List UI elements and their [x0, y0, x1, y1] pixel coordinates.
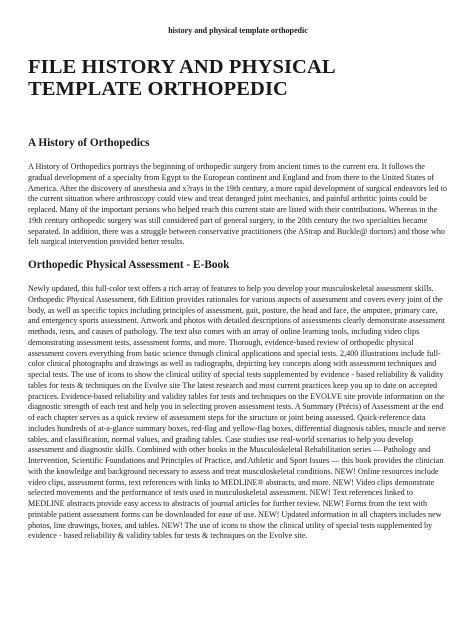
- section-body-history: A History of Orthopedics portrays the beginning of orthopedic surgery from ancient times to the current era. It follows the gradual development of a specialty from Egypt to the European continent and England and from there to the United States of America. After the discovery of anesthesia and x?rays in the 19th century, a more rapid development of surgical endeavors led to the current situation where arthroscopy could view and treat deranged joint mechanics, and painful arthritic joints could be replaced. Many of the important persons who helped reach this current state are listed with their contributions. Whereas in the 19th century orthopedic surgery was still considered part of general surgery, in the 20th century the two specialties became separated. In addition, there was a struggle between conservative practitioners (the AStrap and Buckle@ doctors) and those who felt surgical intervention provided better results.: [28, 162, 447, 247]
- section-heading-physical-assessment: Orthopedic Physical Assessment - E-Book: [28, 259, 230, 271]
- document-title: FILE HISTORY AND PHYSICAL TEMPLATE ORTHOPEDIC: [28, 56, 335, 100]
- section-heading-history: A History of Orthopedics: [28, 137, 150, 149]
- section-body-physical-assessment: Newly updated, this full-color text offers a rich array of features to help you develop your musculoskeletal assessment skills. Orthopedic Physical Assessment, 6th Edition provides rationales for various aspects of assessment and covers every joint of the body, as well as specific topics including principles of assessment, gait, posture, the head and face, the amputee, primary care, and emergency sports assessment. Artwork and photos with detailed descriptions of assessments clearly demonstrate assessment methods, tests, and causes of pathology. The text also comes with an array of online learning tools, including video clips demonstrating assessment tests, assessment forms, and more. Thorough, evidence-based review of orthopedic physical assessment covers everything from basic science through clinical applications and special tests. 2,400 illustrations include full-color clinical photographs and drawings as well as radiographs, depicting key concepts along with assessment techniques and special tests. The use of icons to show the clinical utility of special tests supplemented by evidence - based reliability & validity tables for tests & techniques on the Evolve site The latest research and most current practices keep you up to date on accepted practices. Evidence-based reliability and validity tables for tests and techniques on the EVOLVE site provide information on the diagnostic strength of each test and help you in selecting proven assessment tests. A Summary (Précis) of Assessment at the end of each chapter serves as a quick review of assessment steps for the structure or joint being assessed. Quick-reference data includes hundreds of at-a-glance summary boxes, red-flag and yellow-flag boxes, differential diagnosis tables, muscle and nerve tables, and classification, normal values, and grading tables. Case studies use real-world scenarios to help you develop assessment and diagnostic skills. Combined with other books in the Musculoskeletal Rehabilitation series — Pathology and Intervention, Scientific Foundations and Principles of Practice, and Athletic and Sport Issues — this book provides the clinician with the knowledge and background necessary to assess and treat musculoskeletal conditions. NEW! Online resources include video clips, assessment forms, text references with links to MEDLINE® abstracts, and more. NEW! Video clips demonstrate selected movements and the performance of tests used in musculoskeletal assessment. NEW! Text references linked to MEDLINE abstracts provide easy access to abstracts of journal articles for further review. NEW! Forms from the text with printable patient assessment forms can be downloaded for ease of use. NEW! Updated information in all chapters includes new photos, line drawings, boxes, and tables. NEW! The use of icons to show the clinical utility of special tests supplemented by evidence - based reliability & validity tables for tests & techniques on the Evolve site.: [28, 284, 446, 541]
- running-header: history and physical template orthopedic: [168, 26, 308, 35]
- document-page: [28, 0, 448, 542]
